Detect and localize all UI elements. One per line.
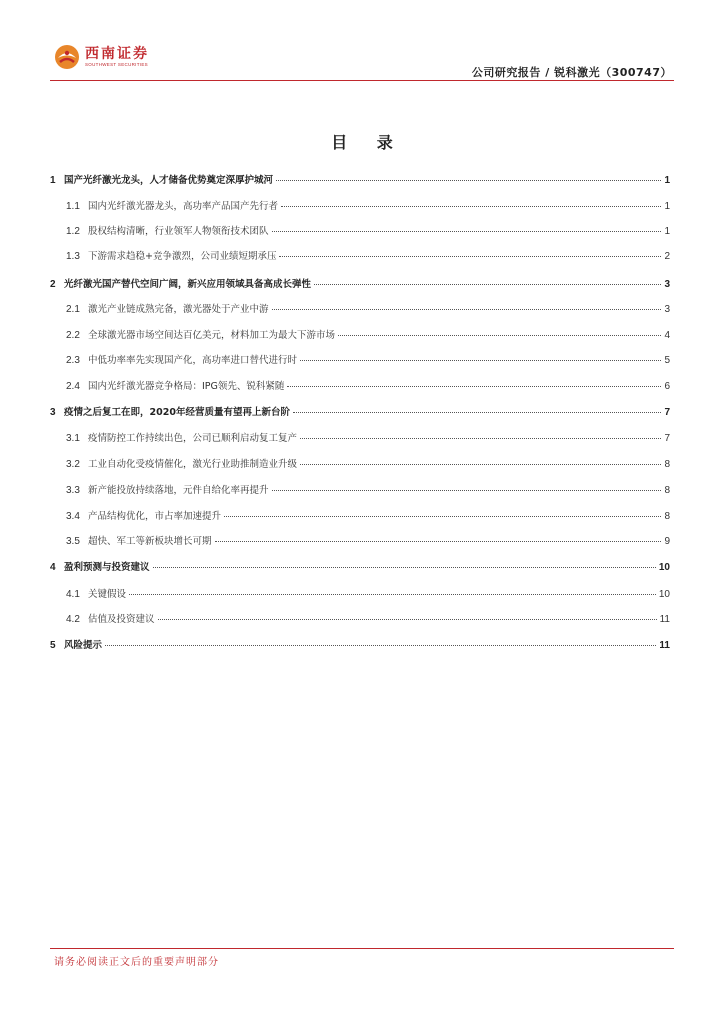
toc-entry-title: 下游需求趋稳+竞争激烈，公司业绩短期承压 [88, 251, 277, 262]
toc-entry[interactable] [50, 456, 670, 472]
toc-entry-number: 4 [50, 562, 56, 573]
toc-entry-number: 3 [50, 407, 56, 418]
toc-entry-page: 8 [664, 485, 670, 496]
toc-entry-number: 4.2 [66, 614, 80, 625]
toc-dot-leader [300, 464, 661, 465]
toc-entry-number: 1.1 [66, 201, 80, 212]
toc-dot-leader [293, 412, 661, 413]
logo-emblem-icon [54, 44, 80, 70]
toc-entry-page: 5 [664, 355, 670, 366]
toc-entry-page: 10 [658, 589, 670, 600]
toc-entry-number: 3.2 [66, 459, 80, 470]
toc-dot-leader [153, 567, 656, 568]
toc-entry-title: 新产能投放持续落地，元件自给化率再提升 [88, 485, 269, 496]
logo-english-name: SOUTHWEST SECURITIES [85, 62, 148, 67]
toc-entry[interactable] [50, 223, 670, 239]
toc-entry-title: 全球激光器市场空间达百亿美元，材料加工为最大下游市场 [88, 330, 336, 341]
toc-entry-title: 超快、军工等新板块增长可期 [88, 536, 212, 547]
footer-divider [50, 948, 674, 949]
toc-entry[interactable] [50, 637, 670, 653]
toc-entry-number: 4.1 [66, 589, 80, 600]
toc-entry-number: 1.3 [66, 251, 80, 262]
toc-dot-leader [158, 619, 657, 620]
toc-entry[interactable] [50, 276, 670, 292]
toc-entry-number: 3.5 [66, 536, 80, 547]
toc-entry[interactable] [50, 533, 670, 549]
toc-dot-leader [272, 490, 662, 491]
toc-entry-page: 7 [664, 407, 670, 418]
toc-entry-page: 8 [664, 511, 670, 522]
toc-dot-leader [272, 309, 662, 310]
header-divider [50, 80, 674, 81]
toc-dot-leader [338, 335, 661, 336]
toc-entry-page: 7 [664, 433, 670, 444]
toc-entry-title: 国内光纤激光器竞争格局：IPG领先、锐科紧随 [88, 381, 285, 392]
toc-entry[interactable] [50, 586, 670, 602]
toc-dot-leader [105, 645, 656, 646]
toc-entry-title: 疫情防控工作持续出色，公司已顺利启动复工复产 [88, 433, 298, 444]
toc-dot-leader [276, 180, 661, 181]
toc-entry-page: 9 [664, 536, 670, 547]
toc-entry-page: 1 [664, 226, 670, 237]
toc-entry-page: 11 [659, 640, 670, 651]
toc-entry-page: 3 [664, 304, 670, 315]
toc-entry-title: 国产光纤激光龙头，人才储备优势奠定深厚护城河 [64, 175, 274, 186]
toc-entry[interactable] [50, 430, 670, 446]
toc-entry-number: 1.2 [66, 226, 80, 237]
toc-entry-title: 激光产业链成熟完备，激光器处于产业中游 [88, 304, 269, 315]
toc-entry-title: 股权结构清晰，行业领军人物领衔技术团队 [88, 226, 269, 237]
toc-entry-page: 4 [664, 330, 670, 341]
toc-entry-title: 工业自动化受疫情催化，激光行业助推制造业升级 [88, 459, 298, 470]
toc-entry[interactable] [50, 172, 670, 188]
toc-entry[interactable] [50, 301, 670, 317]
toc-dot-leader [314, 284, 661, 285]
toc-entry[interactable] [50, 482, 670, 498]
toc-entry[interactable] [50, 404, 670, 420]
toc-entry-number: 2.3 [66, 355, 80, 366]
toc-entry[interactable] [50, 611, 670, 627]
toc-entry[interactable] [50, 327, 670, 343]
toc-dot-leader [287, 386, 661, 387]
toc-entry[interactable] [50, 352, 670, 368]
toc-dot-leader [300, 438, 661, 439]
company-logo [54, 44, 149, 70]
toc-entry-page: 10 [658, 562, 670, 573]
toc-entry[interactable] [50, 198, 670, 214]
report-label: 公司研究报告 / 锐科激光（300747） [471, 66, 672, 79]
toc-entry-title: 疫情之后复工在即，2020年经营质量有望再上新台阶 [64, 407, 290, 418]
toc-entry-number: 3.3 [66, 485, 80, 496]
toc-entry-title: 关键假设 [88, 589, 127, 600]
toc-entry-number: 5 [50, 640, 56, 651]
toc-entry-page: 6 [664, 381, 670, 392]
toc-entry-title: 风险提示 [64, 640, 103, 651]
toc-entry-number: 1 [50, 175, 56, 186]
toc-dot-leader [300, 360, 661, 361]
toc-entry-title: 国内光纤激光器龙头，高功率产品国产先行者 [88, 201, 279, 212]
toc-dot-leader [224, 516, 661, 517]
toc-entry-page: 8 [664, 459, 670, 470]
toc-entry[interactable] [50, 378, 670, 394]
toc-entry-page: 3 [664, 279, 670, 290]
toc-dot-leader [129, 594, 656, 595]
toc-entry-number: 2.1 [66, 304, 80, 315]
footer-disclaimer: 请务必阅读正文后的重要声明部分 [54, 957, 219, 968]
toc-title: 目 录 [331, 133, 405, 152]
toc-entry[interactable] [50, 508, 670, 524]
toc-entry-page: 1 [664, 175, 670, 186]
logo-chinese-name: 西南证券 [85, 46, 149, 62]
toc-entry-page: 2 [664, 251, 670, 262]
toc-entry-number: 3.1 [66, 433, 80, 444]
toc-entry-number: 3.4 [66, 511, 80, 522]
toc-entry-title: 中低功率率先实现国产化，高功率进口替代进行时 [88, 355, 298, 366]
toc-entry-title: 光纤激光国产替代空间广阔，新兴应用领域具备高成长弹性 [64, 279, 312, 290]
toc-entry-title: 产品结构优化，市占率加速提升 [88, 511, 222, 522]
toc-entry-number: 2.4 [66, 381, 80, 392]
toc-entry-number: 2.2 [66, 330, 80, 341]
toc-dot-leader [279, 256, 661, 257]
toc-entry-title: 盈利预测与投资建议 [64, 562, 150, 573]
toc-entry-number: 2 [50, 279, 56, 290]
toc-dot-leader [215, 541, 662, 542]
toc-entry-page: 11 [659, 614, 670, 625]
toc-entry-page: 1 [664, 201, 670, 212]
toc-dot-leader [281, 206, 661, 207]
toc-entry[interactable] [50, 559, 670, 575]
toc-entry-title: 估值及投资建议 [88, 614, 155, 625]
toc-entry[interactable] [50, 248, 670, 264]
toc-dot-leader [272, 231, 662, 232]
